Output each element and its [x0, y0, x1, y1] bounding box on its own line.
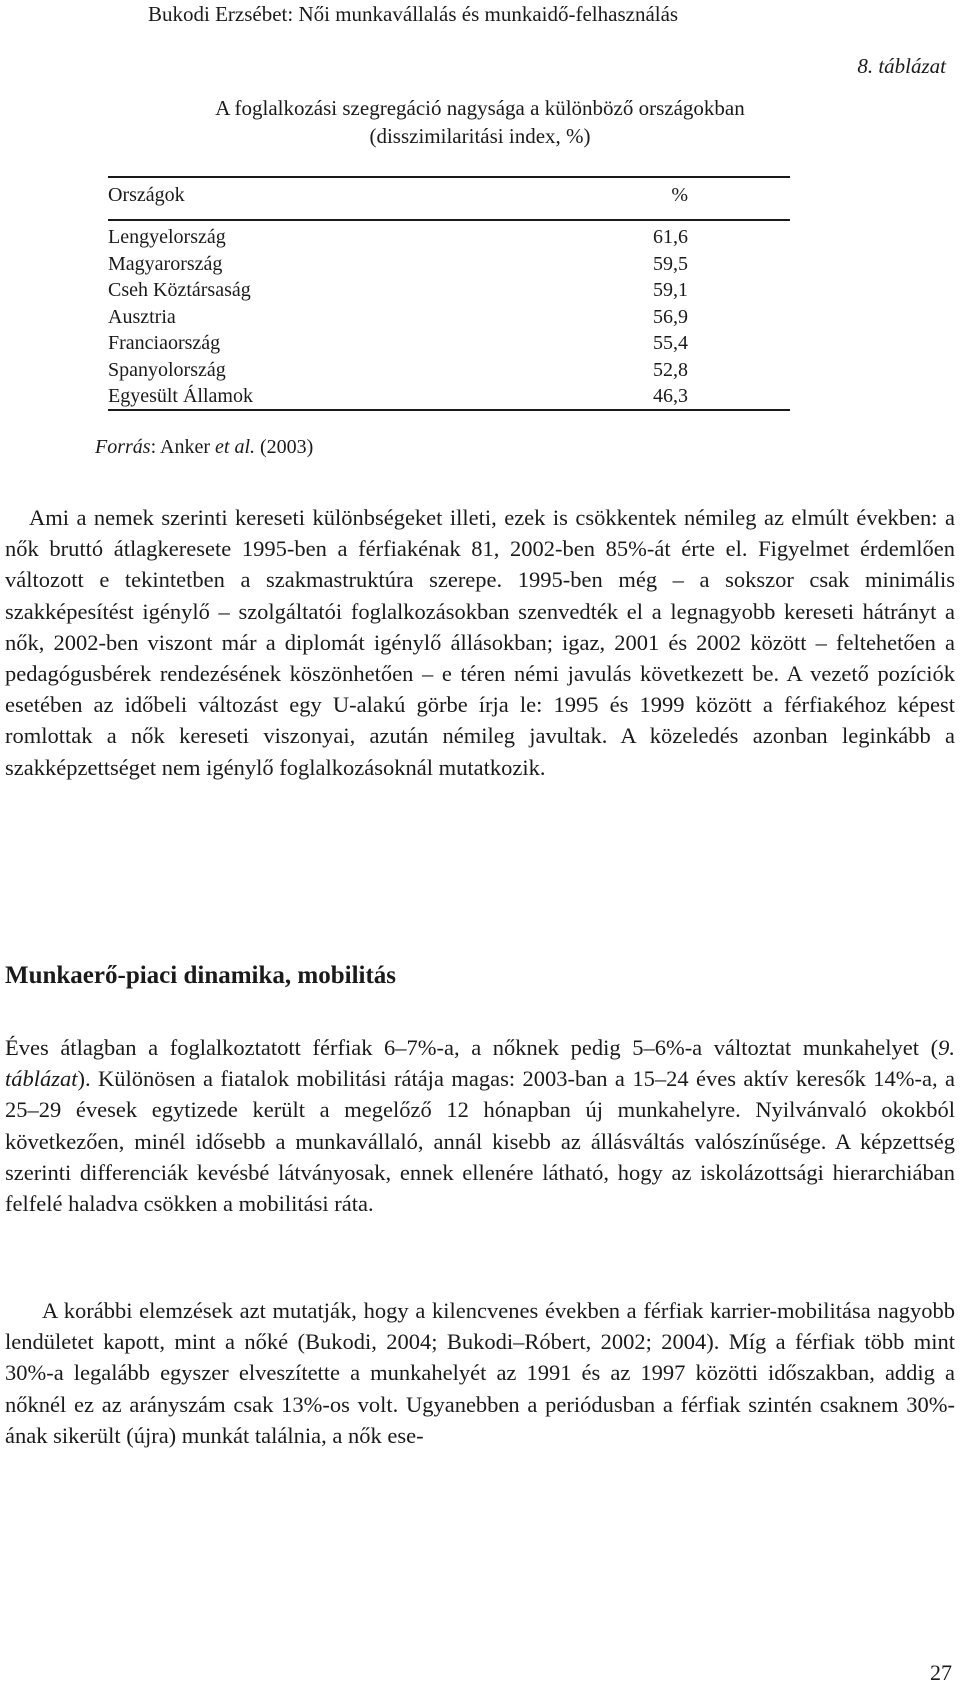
row-country: Egyesült Államok: [108, 385, 253, 407]
table-reference: 9. táblázat: [5, 1035, 955, 1092]
row-country: Cseh Köztársaság: [108, 279, 251, 301]
body-paragraph-3: A korábbi elemzések azt mutatják, hogy a kilencvenes években a férfiak karrier-mobilitása nagyobb lendületet kapott, mint a nőké (Bukodi, 2004; Bukodi–Róbert, 2002; 2004). Míg a férfiak több mint 30%-a legalább egyszer elveszítette a munkahelyét az 1991 és az 1997 közötti időszakban, addig a nőknél ez az arányszám csak 13%-os volt. Ugyanebben a periódusban a férfiak szintén csaknem 30%-ának sikerült (újra) munkát találnia, a nők ese-: [5, 1298, 955, 1448]
paragraph-2-text-b: ). Különösen a fiatalok mobilitási rátája magas: 2003-ban a 15–24 éves aktív keresők 14%-a, a 25–29 évesek egytizede került a megelőző 12 hónapban új munkahelyre. Nyilvánvaló okokból következően, minél idősebb a munkavállaló, annál kisebb az állásváltás valószínűsége. A képzettség szerinti differenciák kevésbé látványosak, ennek ellenére látható, hogy az iskolázottsági hierarchiában felfelé haladva csökken a mobilitási ráta.: [5, 1066, 955, 1217]
table-bottom-rule: [108, 409, 790, 411]
row-value: 59,1: [653, 279, 688, 301]
table-title: A foglalkozási szegregáció nagysága a különböző országokban: [215, 96, 745, 120]
body-paragraph-2: [5, 1032, 955, 1219]
row-value: 59,5: [653, 252, 688, 275]
table-top-rule: [108, 176, 790, 178]
table-row: [108, 359, 688, 385]
row-value: 52,8: [653, 358, 688, 381]
table-row: [108, 332, 688, 358]
table-row: [108, 306, 688, 332]
row-country: Spanyolország: [108, 358, 226, 381]
body-paragraph-1: Ami a nemek szerinti kereseti különbségeket illeti, ezek is csökkentek némileg az elmúlt években: a nők bruttó átlagkeresete 1995-ben a férfiakénak 81, 2002-ben 85%-át érte el. Figyelmet érdemlően változott e tekintetben a szakmastruktúra szerepe. 1995-ben még – a sokszor csak minimális szakképesítést igénylő – szolgáltatói foglalkozásokban szenvedték el a legnagyobb kereseti hátrányt a nők, 2002-ben viszont már a diplomát igénylő állásokban; igaz, 2001 és 2002 között – feltehetően a pedagógusbérek rendezésének köszönhetően – e téren némi javulás következett be. A vezető pozíciók esetében az időbeli változást egy U-alakú görbe írja le: 1995 és 1999 között a férfiakéhoz képest romlottak a nők kereseti viszonyai, azután némileg javultak. A közeledés azonban leginkább a szakképzettséget nem igénylő foglalkozásoknál mutatkozik.: [5, 505, 955, 780]
source-year: (2003): [255, 436, 314, 458]
row-value: 61,6: [653, 226, 688, 248]
table-subtitle: (disszimilaritási index, %): [369, 124, 591, 148]
row-value: 46,3: [653, 385, 688, 407]
section-heading: Munkaerő-piaci dinamika, mobilitás: [5, 962, 397, 989]
row-value: 56,9: [653, 305, 688, 328]
source-text: : Anker: [150, 436, 216, 458]
table-header-rule: [108, 219, 790, 221]
table-row: [108, 385, 688, 411]
table-row: [108, 253, 688, 279]
page-number: 27: [930, 1660, 952, 1685]
source-label: Forrás: [95, 436, 151, 458]
table-row: [108, 226, 688, 252]
row-country: Lengyelország: [108, 226, 226, 248]
table-header-row: [108, 184, 688, 210]
row-country: Franciaország: [108, 332, 221, 354]
row-value: 55,4: [653, 332, 688, 354]
table-source: [95, 436, 313, 459]
running-header: Bukodi Erzsébet: Női munkavállalás és munkaidő-felhasználás: [148, 2, 679, 26]
column-header-percent: %: [671, 184, 688, 206]
row-country: Magyarország: [108, 252, 223, 275]
row-country: Ausztria: [108, 305, 176, 328]
source-etal: et al.: [215, 436, 256, 458]
table-row: [108, 279, 688, 305]
table-number: 8. táblázat: [857, 54, 946, 78]
column-header-country: Országok: [108, 184, 185, 206]
paragraph-2-text-a: Éves átlagban a foglalkoztatott férfiak 6–7%-a, a nőknek pedig 5–6%-a változtat munkahelyet (: [5, 1035, 939, 1060]
